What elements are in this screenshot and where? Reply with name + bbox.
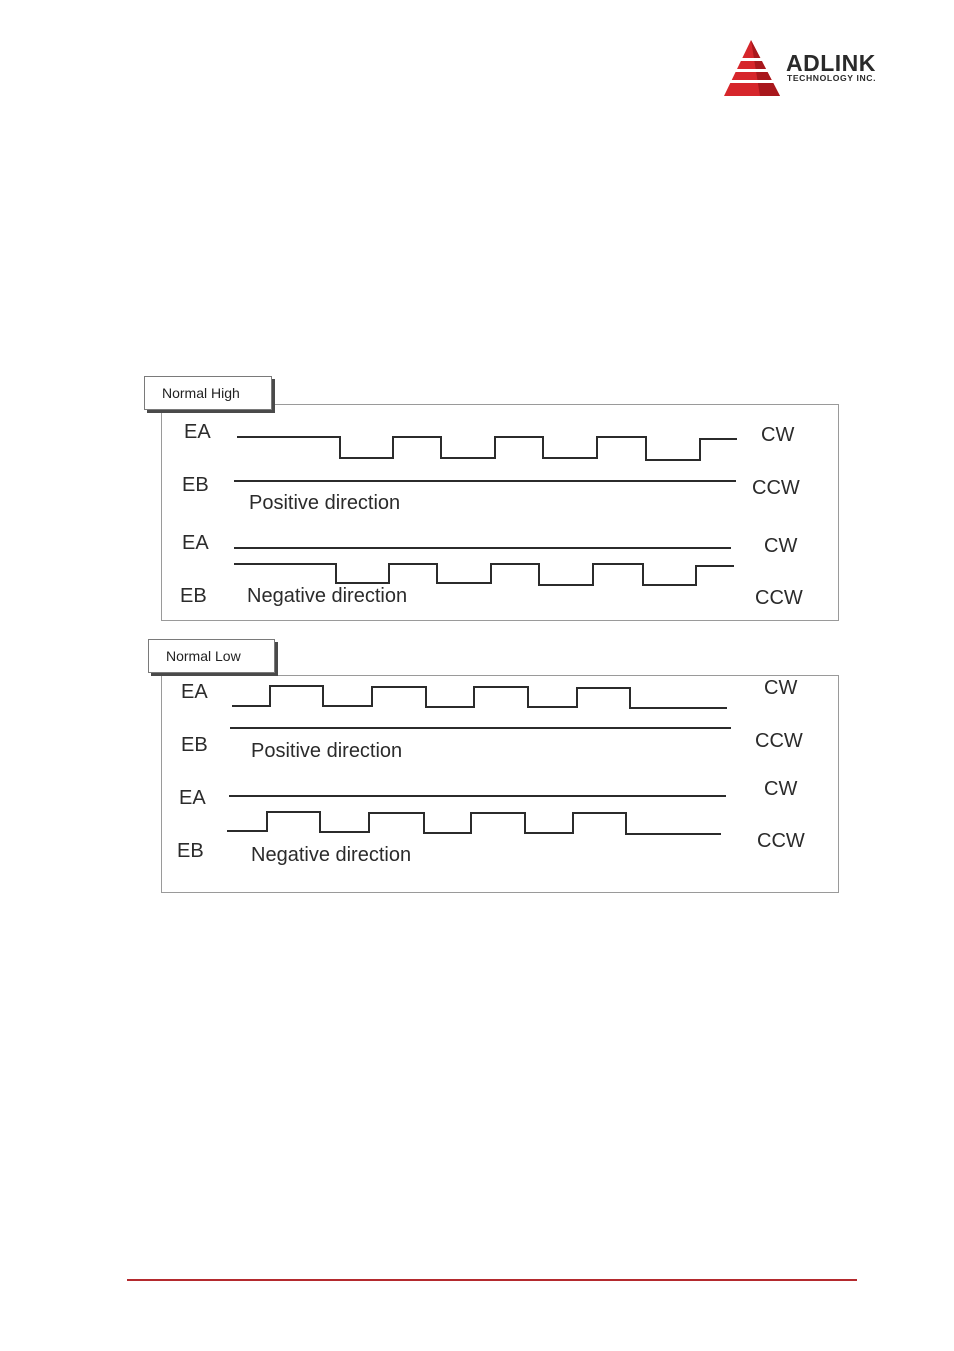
output-label-ccw: CCW: [755, 587, 803, 609]
output-label-ccw: CCW: [757, 830, 805, 852]
signal-label-eb: EB: [181, 734, 208, 756]
ea-pulse-waveform: [237, 437, 737, 460]
signal-label-ea: EA: [184, 421, 211, 443]
output-label-ccw: CCW: [752, 477, 800, 499]
signal-label-ea: EA: [181, 681, 208, 703]
direction-label-negative: Negative direction: [251, 844, 412, 866]
logo-wordmark: ADLINK: [786, 50, 876, 76]
direction-label-positive: Positive direction: [249, 492, 401, 514]
logo-tagline: TECHNOLOGY INC.: [787, 73, 877, 83]
normal-low-label: Normal Low: [148, 639, 275, 673]
signal-label-ea: EA: [179, 787, 206, 809]
ea-pulse-waveform: [232, 686, 727, 708]
signal-label-eb: EB: [177, 840, 204, 862]
signal-label-eb: EB: [180, 585, 207, 607]
eb-pulse-waveform: [234, 564, 734, 585]
direction-label-positive: Positive direction: [251, 740, 403, 762]
output-label-cw: CW: [764, 778, 798, 800]
normal-high-label: Normal High: [144, 376, 272, 410]
output-label-cw: CW: [764, 677, 798, 699]
direction-label-negative: Negative direction: [247, 585, 408, 607]
signal-label-ea: EA: [182, 532, 209, 554]
footer-rule: [127, 1279, 857, 1281]
output-label-ccw: CCW: [755, 730, 803, 752]
eb-pulse-waveform: [227, 812, 721, 834]
output-label-cw: CW: [764, 535, 798, 557]
signal-label-eb: EB: [182, 474, 209, 496]
output-label-cw: CW: [761, 424, 795, 446]
